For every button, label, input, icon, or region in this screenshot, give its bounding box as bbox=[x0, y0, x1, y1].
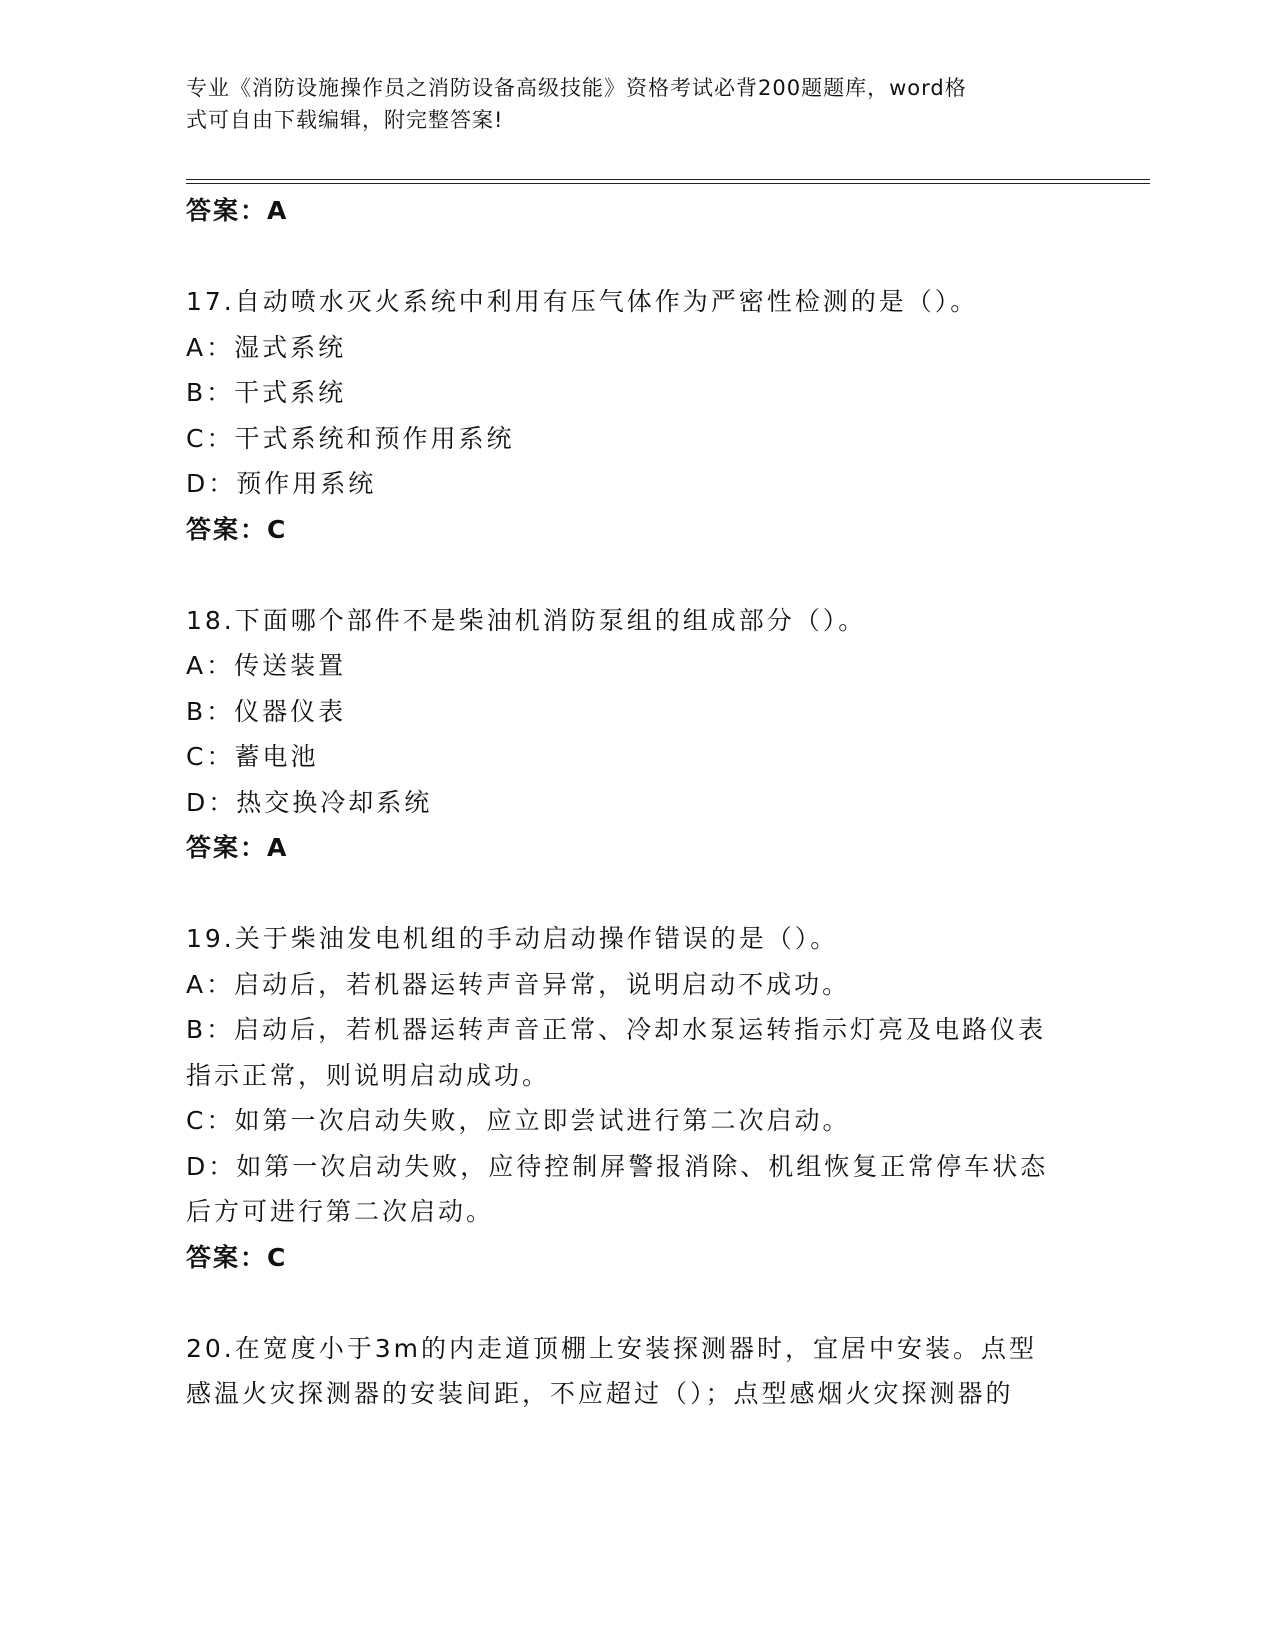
question-stem: 18.下面哪个部件不是柴油机消防泵组的组成部分（）。 bbox=[186, 605, 867, 635]
option-b-continued: 指示正常，则说明启动成功。 bbox=[186, 1060, 551, 1090]
question-block-17 bbox=[186, 279, 1086, 552]
spacer bbox=[186, 552, 1086, 598]
question-block-20 bbox=[186, 1326, 1086, 1417]
spacer bbox=[186, 1280, 1086, 1326]
question-stem: 17.自动喷水灭火系统中利用有压气体作为严密性检测的是（）。 bbox=[186, 287, 979, 316]
option-c: C：干式系统和预作用系统 bbox=[186, 423, 515, 453]
question-block-18 bbox=[186, 598, 1086, 871]
question-stem: 19.关于柴油发电机组的手动启动操作错误的是（）。 bbox=[186, 924, 839, 953]
header-divider bbox=[186, 179, 1150, 184]
document-header bbox=[186, 72, 1066, 136]
answer-line: 答案：C bbox=[186, 514, 288, 544]
answer-line: 答案：A bbox=[186, 196, 289, 225]
option-d: D：如第一次启动失败，应待控制屏警报消除、机组恢复正常停车状态 bbox=[186, 1151, 1049, 1181]
question-content bbox=[186, 188, 1086, 1417]
option-d: D：预作用系统 bbox=[186, 469, 377, 498]
option-a: A：传送装置 bbox=[186, 651, 347, 680]
option-a: A：启动后，若机器运转声音异常，说明启动不成功。 bbox=[186, 969, 851, 999]
question-stem-continued: 感温火灾探测器的安装间距，不应超过（）；点型感烟火灾探测器的 bbox=[186, 1379, 1014, 1408]
answer-line: 答案：A bbox=[186, 833, 289, 862]
option-b: B：干式系统 bbox=[186, 378, 347, 407]
question-stem: 20.在宽度小于3m的内走道顶棚上安装探测器时，宜居中安装。点型 bbox=[186, 1333, 1038, 1363]
option-d-continued: 后方可进行第二次启动。 bbox=[186, 1197, 495, 1226]
option-d: D：热交换冷却系统 bbox=[186, 787, 433, 817]
header-line-1: 专业《消防设施操作员之消防设备高级技能》资格考试必背200题题库，word格 bbox=[186, 76, 967, 100]
spacer bbox=[186, 234, 1086, 280]
question-block-19 bbox=[186, 916, 1086, 1280]
option-c: C：蓄电池 bbox=[186, 742, 319, 771]
option-c: C：如第一次启动失败，应立即尝试进行第二次启动。 bbox=[186, 1106, 851, 1135]
spacer bbox=[186, 871, 1086, 917]
header-line-2: 式可自由下载编辑，附完整答案! bbox=[186, 108, 504, 132]
option-b: B：仪器仪表 bbox=[186, 696, 347, 726]
option-a: A：湿式系统 bbox=[186, 332, 347, 362]
option-b: B：启动后，若机器运转声音正常、冷却水泵运转指示灯亮及电路仪表 bbox=[186, 1015, 1047, 1044]
answer-line: 答案：C bbox=[186, 1242, 288, 1272]
